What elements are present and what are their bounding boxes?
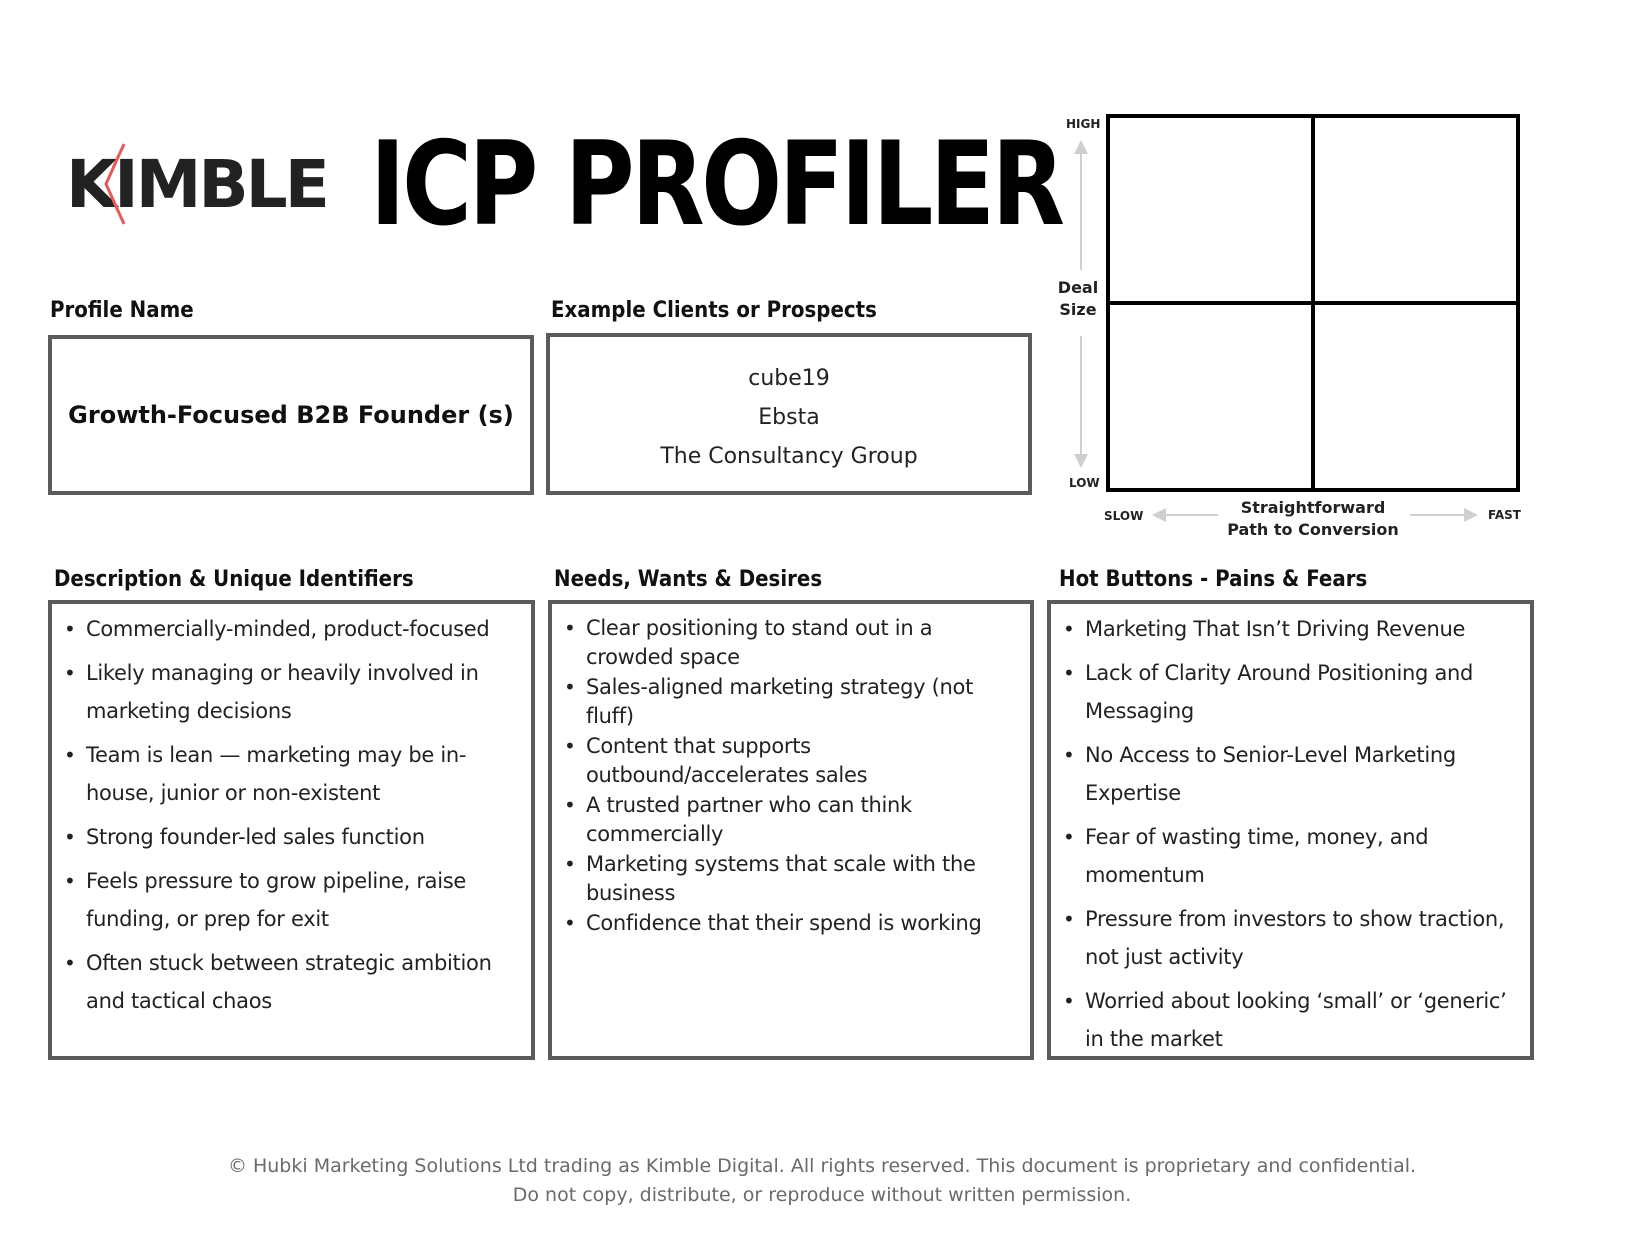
profile-name-label: Profile Name xyxy=(50,298,194,323)
client-item: cube19 xyxy=(748,366,830,391)
needs-list xyxy=(564,614,1022,939)
needs-label: Needs, Wants & Desires xyxy=(554,567,823,592)
description-list xyxy=(64,610,523,1026)
hot-buttons-list xyxy=(1063,610,1522,1064)
kimble-logo xyxy=(66,140,327,230)
y-axis-title-line2: Size xyxy=(1059,300,1097,319)
list-item: • Likely managing or heavily involved in marketing decisions xyxy=(64,661,479,723)
quadrant-matrix xyxy=(1106,114,1520,492)
list-item: • Often stuck between strategic ambition and tactical chaos xyxy=(64,951,492,1013)
footer-line1: © Hubki Marketing Solutions Ltd trading as Kimble Digital. All rights reserved. This document is proprietary and confidential. xyxy=(227,1155,1417,1177)
list-item: • Commercially-minded, product-focused xyxy=(64,617,490,641)
footer-line2: Do not copy, distribute, or reproduce without written permission. xyxy=(512,1184,1132,1206)
list-item: • Sales-aligned marketing strategy (not fluff) xyxy=(564,675,973,728)
x-axis-slow: SLOW xyxy=(1104,509,1144,523)
list-item: • Confidence that their spend is working xyxy=(564,911,982,935)
list-item: • A trusted partner who can think commercially xyxy=(564,793,912,846)
matrix-horizontal-divider xyxy=(1110,301,1516,305)
y-axis-high: HIGH xyxy=(1066,117,1101,131)
x-axis-title-line1: Straightforward xyxy=(1240,498,1386,517)
logo-chevron-icon xyxy=(66,140,146,230)
clients-label: Example Clients or Prospects xyxy=(551,298,877,323)
list-item: • Team is lean — marketing may be in-house, junior or non-existent xyxy=(64,743,467,805)
list-item: • Marketing systems that scale with the business xyxy=(564,852,976,905)
needs-box xyxy=(548,600,1034,1060)
client-item: Ebsta xyxy=(758,405,820,430)
list-item: • Worried about looking ‘small’ or ‘generic’ in the market xyxy=(1063,989,1507,1051)
list-item: • No Access to Senior-Level Marketing Expertise xyxy=(1063,743,1456,805)
list-item: • Fear of wasting time, money, and momentum xyxy=(1063,825,1429,887)
list-item: • Pressure from investors to show traction, not just activity xyxy=(1063,907,1505,969)
client-item: The Consultancy Group xyxy=(660,444,918,469)
profile-name-value: Growth-Focused B2B Founder (s) xyxy=(68,401,514,429)
list-item: • Marketing That Isn’t Driving Revenue xyxy=(1063,617,1466,641)
clients-box xyxy=(546,333,1032,495)
x-axis-fast: FAST xyxy=(1488,508,1521,522)
y-axis-title-line1: Deal xyxy=(1057,278,1099,297)
y-axis-low: LOW xyxy=(1069,476,1100,490)
logo-text: KIMBLE xyxy=(66,146,327,223)
hot-buttons-label: Hot Buttons - Pains & Fears xyxy=(1059,567,1368,592)
list-item: • Clear positioning to stand out in a crowded space xyxy=(564,616,933,669)
page-title: ICP PROFILER xyxy=(370,117,1062,252)
description-label: Description & Unique Identifiers xyxy=(54,567,414,592)
x-axis-title-line2: Path to Conversion xyxy=(1227,520,1399,539)
y-axis-title xyxy=(1052,277,1104,321)
footer xyxy=(0,1152,1644,1210)
list-item: • Content that supports outbound/accelerates sales xyxy=(564,734,868,787)
hot-buttons-box xyxy=(1047,600,1534,1060)
x-axis-title xyxy=(1213,497,1413,541)
description-box xyxy=(48,600,535,1060)
list-item: • Strong founder-led sales function xyxy=(64,825,425,849)
clients-list xyxy=(550,359,1028,476)
list-item: • Lack of Clarity Around Positioning and Messaging xyxy=(1063,661,1474,723)
list-item: • Feels pressure to grow pipeline, raise funding, or prep for exit xyxy=(64,869,467,931)
profile-name-box xyxy=(48,335,534,495)
